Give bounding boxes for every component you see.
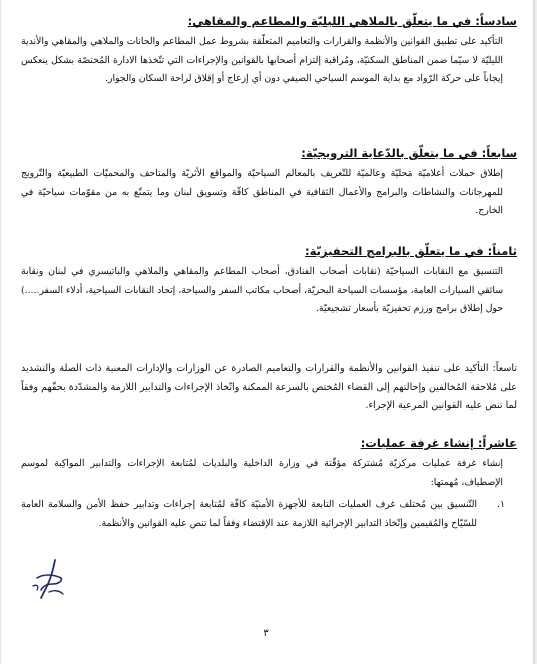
- section-heading: ثامناً: في ما يتعلّق بالبرامج التحفيزيّة:: [305, 244, 517, 258]
- section-heading: سادساً: في ما يتعلّق بالملاهي الليليّة والمطاعم والمقاهي:: [187, 14, 517, 28]
- section-body: التنسيق مع النقابات السياحيّة (نقابات أصحاب الفنادق، أصحاب المطاعم والمقاهي والملاهي والباتيسري في لبنان ونقابة سائقي السيارات العامة، مؤسسات السياحة البحريّة، أصحاب مكاتب السفر والسياحة، إتحاد النقابات السياحية، أدلاء السفر.....) حول إطلاق برامج ورزم تحفيزيّة بأسعار تشجيعيّة.: [21, 266, 503, 314]
- section-body: إطلاق حملات أعلاميّة مَحليّة وعالميّة للتّعريف بالمعالم السياحيّة والمواقع الأثريّة والمتاحف والمحميّات الطبيعيّة والتّرويج للمهرجانات والنشاطات والبرامج والأعمال الثقافية في المناطق كافّة وتسويق لبنان وما يتمتّع به من مقوّمات سياحيّة في الخارج.: [21, 168, 503, 216]
- section-body: التأكيد على تطبيق القوانين والأنظمة والقرارات والتعاميم المتعلّقة بشروط عمل المطاعم والحانات والملاهي والمقاهي والأندية الليليّة لا سيّما ضمن المناطق السكنيّة، ومُراقبة إلتزام أصحابها بالقوانين والإجراءات التي تتّخذها الادارة المُختصّة بشكل ينعكس إيجاباً على حركة الرّواد مع بداية الموسم السياحي الصيفي دون أي إزعاج أو إقلاق لراحة السكان والجوار.: [21, 36, 503, 84]
- numbered-item: [21, 496, 517, 533]
- page-number: ٣: [263, 628, 269, 639]
- section-heading: عاشراً: إنشاء غرفة عمليات:: [360, 436, 517, 450]
- item-text: التّنسيق بين مُختلف غرف العمليات التابعة للأجهزة الأمنيّة كافّة لمُتابعة إجراءات وتدابير حفظ الأمن والسلامة العامة للسّيّاح والمُقيمين وإتّخاذ التدابير الإجرائية اللازمة عند الإقتضاء وفقاً لما تنص عليه القوانين والأنظمة.: [21, 499, 477, 529]
- section-heading: تاسعاً: التأكيد على تنفيذ القوانين والأنظمة والقرارات والتعاميم الصادرة عن الوزارات والإدارات المعنية ذات الصلة والتشديد على مُلاحقة المُخالفين وإحالتهم إلى القضاء المُختص بالسرعة الممكنة واتّخاذ الإجراءات والتدابير اللازمة والمشدّدة بحقّهم وفقاً لما تنص عليه القوانين المرعية الإجراء.: [21, 363, 517, 411]
- section-sixth: [21, 14, 517, 89]
- section-heading: سابعاً: في ما يتعلّق بالدّعاية الترويجيّة:: [301, 146, 517, 160]
- section-ninth: [21, 360, 517, 416]
- section-seventh: [21, 146, 517, 221]
- section-eighth: [21, 244, 517, 319]
- section-body: إنشاء غرفة عمليات مركزيّة مُشتركة مؤقّتة في وزارة الداخلية والبلديات لمُتابعة الإجراءات والتدابير المواكِبة لموسم الإصطياف، مُهمتها:: [21, 458, 503, 488]
- section-body-with-heading: [21, 360, 517, 416]
- section-tenth: [21, 436, 517, 492]
- signature-icon: [29, 556, 69, 602]
- page-edge-shadow: [533, 0, 537, 664]
- item-number: ١.: [497, 499, 505, 510]
